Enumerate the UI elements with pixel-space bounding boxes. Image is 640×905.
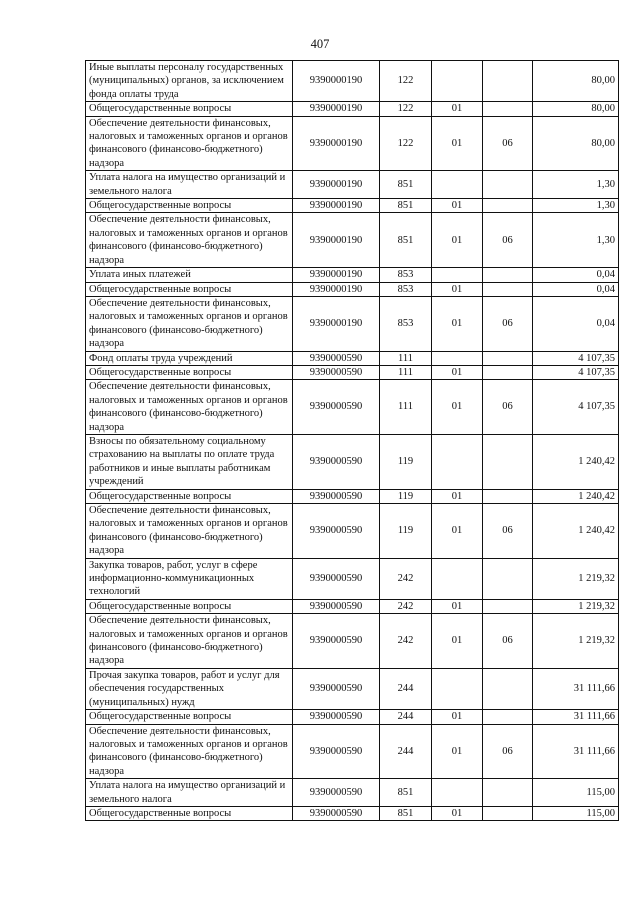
row-expense-type: 119 — [380, 434, 432, 489]
row-target-article: 9390000590 — [293, 614, 380, 669]
table-row — [86, 199, 619, 213]
page-number: 407 — [310, 37, 330, 51]
row-amount: 31 111,66 — [533, 668, 619, 709]
row-name: Общегосударственные вопросы — [86, 710, 293, 724]
row-amount: 115,00 — [533, 779, 619, 807]
row-target-article: 9390000590 — [293, 558, 380, 599]
row-amount: 115,00 — [533, 806, 619, 820]
row-subsection: 06 — [483, 380, 533, 435]
row-section: 01 — [432, 599, 483, 613]
row-name: Общегосударственные вопросы — [86, 199, 293, 213]
row-name: Общегосударственные вопросы — [86, 102, 293, 116]
row-subsection — [483, 779, 533, 807]
row-amount: 1,30 — [533, 171, 619, 199]
budget-table-body — [86, 61, 619, 821]
row-subsection — [483, 668, 533, 709]
row-expense-type: 853 — [380, 268, 432, 282]
row-section: 01 — [432, 489, 483, 503]
table-row — [86, 380, 619, 435]
row-name: Обеспечение деятельности финансовых, налоговых и таможенных органов и органов финансового (финансово-бюджетного) надзора — [86, 380, 293, 435]
row-name: Уплата налога на имущество организаций и земельного налога — [86, 779, 293, 807]
row-section: 01 — [432, 380, 483, 435]
row-amount: 1 219,32 — [533, 614, 619, 669]
row-section — [432, 779, 483, 807]
table-row — [86, 614, 619, 669]
row-expense-type: 242 — [380, 558, 432, 599]
row-target-article: 9390000190 — [293, 61, 380, 102]
row-subsection — [483, 61, 533, 102]
row-name: Обеспечение деятельности финансовых, налоговых и таможенных органов и органов финансового (финансово-бюджетного) надзора — [86, 724, 293, 779]
row-name: Обеспечение деятельности финансовых, налоговых и таможенных органов и органов финансового (финансово-бюджетного) надзора — [86, 504, 293, 559]
row-target-article: 9390000590 — [293, 365, 380, 379]
row-section: 01 — [432, 102, 483, 116]
row-amount: 80,00 — [533, 61, 619, 102]
row-name: Уплата иных платежей — [86, 268, 293, 282]
row-name: Общегосударственные вопросы — [86, 282, 293, 296]
row-subsection: 06 — [483, 504, 533, 559]
row-target-article: 9390000190 — [293, 199, 380, 213]
row-target-article: 9390000590 — [293, 668, 380, 709]
row-subsection: 06 — [483, 296, 533, 351]
row-name: Общегосударственные вопросы — [86, 806, 293, 820]
row-expense-type: 111 — [380, 365, 432, 379]
row-expense-type: 244 — [380, 724, 432, 779]
row-amount: 80,00 — [533, 116, 619, 171]
row-target-article: 9390000590 — [293, 779, 380, 807]
table-row — [86, 504, 619, 559]
row-name: Прочая закупка товаров, работ и услуг для обеспечения государственных (муниципальных) нужд — [86, 668, 293, 709]
row-target-article: 9390000590 — [293, 806, 380, 820]
row-subsection: 06 — [483, 116, 533, 171]
row-amount: 80,00 — [533, 102, 619, 116]
row-amount: 4 107,35 — [533, 365, 619, 379]
row-amount: 4 107,35 — [533, 380, 619, 435]
row-target-article: 9390000590 — [293, 351, 380, 365]
row-section — [432, 558, 483, 599]
table-row — [86, 213, 619, 268]
row-subsection — [483, 268, 533, 282]
row-amount: 31 111,66 — [533, 724, 619, 779]
row-amount: 1,30 — [533, 199, 619, 213]
row-expense-type: 242 — [380, 614, 432, 669]
row-name: Взносы по обязательному социальному страхованию на выплаты по оплате труда работников и иные выплаты работникам учреждений — [86, 434, 293, 489]
row-target-article: 9390000590 — [293, 724, 380, 779]
row-target-article: 9390000190 — [293, 296, 380, 351]
row-amount: 1 219,32 — [533, 558, 619, 599]
table-row — [86, 489, 619, 503]
row-name: Уплата налога на имущество организаций и земельного налога — [86, 171, 293, 199]
row-section: 01 — [432, 116, 483, 171]
row-name: Общегосударственные вопросы — [86, 489, 293, 503]
row-amount: 0,04 — [533, 282, 619, 296]
row-section: 01 — [432, 365, 483, 379]
row-expense-type: 119 — [380, 504, 432, 559]
table-row — [86, 558, 619, 599]
row-subsection — [483, 171, 533, 199]
table-row — [86, 724, 619, 779]
row-target-article: 9390000190 — [293, 116, 380, 171]
row-section: 01 — [432, 614, 483, 669]
row-expense-type: 244 — [380, 710, 432, 724]
table-row — [86, 351, 619, 365]
table-row — [86, 282, 619, 296]
row-section — [432, 61, 483, 102]
row-name: Фонд оплаты труда учреждений — [86, 351, 293, 365]
row-expense-type: 242 — [380, 599, 432, 613]
row-amount: 0,04 — [533, 296, 619, 351]
row-expense-type: 851 — [380, 199, 432, 213]
row-amount: 31 111,66 — [533, 710, 619, 724]
row-section — [432, 668, 483, 709]
row-section: 01 — [432, 806, 483, 820]
row-name: Иные выплаты персоналу государственных (муниципальных) органов, за исключением фонда оплаты труда — [86, 61, 293, 102]
row-subsection — [483, 282, 533, 296]
row-target-article: 9390000590 — [293, 434, 380, 489]
table-row — [86, 102, 619, 116]
row-expense-type: 122 — [380, 61, 432, 102]
row-subsection: 06 — [483, 614, 533, 669]
table-row — [86, 710, 619, 724]
row-subsection — [483, 365, 533, 379]
table-row — [86, 806, 619, 820]
table-row — [86, 599, 619, 613]
row-name: Обеспечение деятельности финансовых, налоговых и таможенных органов и органов финансового (финансово-бюджетного) надзора — [86, 116, 293, 171]
row-section: 01 — [432, 710, 483, 724]
table-row — [86, 434, 619, 489]
row-amount: 1,30 — [533, 213, 619, 268]
row-target-article: 9390000590 — [293, 599, 380, 613]
row-subsection: 06 — [483, 213, 533, 268]
row-amount: 0,04 — [533, 268, 619, 282]
row-name: Закупка товаров, работ, услуг в сфере информационно-коммуникационных технологий — [86, 558, 293, 599]
row-section — [432, 434, 483, 489]
table-row — [86, 779, 619, 807]
row-name: Общегосударственные вопросы — [86, 365, 293, 379]
row-expense-type: 851 — [380, 171, 432, 199]
row-target-article: 9390000190 — [293, 282, 380, 296]
row-amount: 1 219,32 — [533, 599, 619, 613]
row-expense-type: 244 — [380, 668, 432, 709]
row-section — [432, 268, 483, 282]
row-section — [432, 171, 483, 199]
row-target-article: 9390000190 — [293, 102, 380, 116]
row-target-article: 9390000590 — [293, 380, 380, 435]
row-expense-type: 122 — [380, 116, 432, 171]
row-expense-type: 111 — [380, 351, 432, 365]
row-expense-type: 851 — [380, 779, 432, 807]
row-name: Общегосударственные вопросы — [86, 599, 293, 613]
row-expense-type: 851 — [380, 213, 432, 268]
row-target-article: 9390000190 — [293, 268, 380, 282]
row-subsection — [483, 710, 533, 724]
table-row — [86, 268, 619, 282]
row-subsection — [483, 558, 533, 599]
row-subsection — [483, 102, 533, 116]
budget-table — [85, 60, 619, 821]
table-row — [86, 116, 619, 171]
row-section: 01 — [432, 213, 483, 268]
row-section: 01 — [432, 199, 483, 213]
row-subsection — [483, 806, 533, 820]
row-expense-type: 853 — [380, 282, 432, 296]
row-target-article: 9390000190 — [293, 213, 380, 268]
table-row — [86, 365, 619, 379]
row-expense-type: 851 — [380, 806, 432, 820]
row-expense-type: 853 — [380, 296, 432, 351]
row-subsection — [483, 599, 533, 613]
row-target-article: 9390000590 — [293, 489, 380, 503]
table-row — [86, 171, 619, 199]
table-row — [86, 296, 619, 351]
row-section: 01 — [432, 296, 483, 351]
row-amount: 1 240,42 — [533, 504, 619, 559]
row-expense-type: 122 — [380, 102, 432, 116]
row-name: Обеспечение деятельности финансовых, налоговых и таможенных органов и органов финансового (финансово-бюджетного) надзора — [86, 614, 293, 669]
row-section: 01 — [432, 504, 483, 559]
row-target-article: 9390000590 — [293, 710, 380, 724]
row-target-article: 9390000590 — [293, 504, 380, 559]
row-subsection — [483, 489, 533, 503]
row-amount: 4 107,35 — [533, 351, 619, 365]
row-section: 01 — [432, 724, 483, 779]
row-target-article: 9390000190 — [293, 171, 380, 199]
table-row — [86, 61, 619, 102]
row-expense-type: 111 — [380, 380, 432, 435]
row-section: 01 — [432, 282, 483, 296]
table-row — [86, 668, 619, 709]
row-name: Обеспечение деятельности финансовых, налоговых и таможенных органов и органов финансового (финансово-бюджетного) надзора — [86, 296, 293, 351]
row-amount: 1 240,42 — [533, 489, 619, 503]
row-subsection — [483, 199, 533, 213]
row-section — [432, 351, 483, 365]
row-subsection — [483, 351, 533, 365]
row-subsection: 06 — [483, 724, 533, 779]
row-subsection — [483, 434, 533, 489]
row-amount: 1 240,42 — [533, 434, 619, 489]
row-expense-type: 119 — [380, 489, 432, 503]
row-name: Обеспечение деятельности финансовых, налоговых и таможенных органов и органов финансового (финансово-бюджетного) надзора — [86, 213, 293, 268]
